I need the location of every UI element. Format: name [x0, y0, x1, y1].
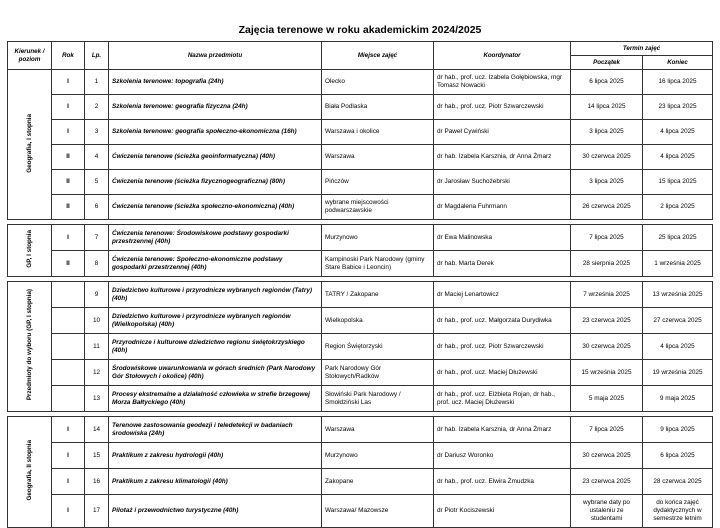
cell-miejsce: Pińczów: [322, 170, 434, 195]
cell-rok: I: [52, 443, 85, 469]
group-label: GP, I stopnia: [25, 230, 33, 268]
cell-poczatek: 3 lipca 2025: [571, 170, 643, 195]
group-label: Geografia, II stopnia: [25, 440, 33, 501]
header-lp: Lp.: [85, 42, 109, 70]
cell-koniec: 23 lipca 2025: [643, 95, 713, 120]
cell-rok: II: [52, 145, 85, 170]
cell-poczatek: 28 sierpnia 2025: [571, 251, 643, 277]
cell-miejsce: Warszawa/ Mazowsze: [322, 495, 434, 528]
cell-koniec: 25 lipca 2025: [643, 225, 713, 251]
cell-rok: [52, 334, 85, 360]
cell-koordynator: dr hab., prof. ucz. Elwira Żmudzka: [434, 469, 571, 495]
cell-rok: [52, 308, 85, 334]
table-body: [8, 70, 713, 528]
cell-koniec: 4 lipca 2025: [643, 145, 713, 170]
table-row: [8, 469, 713, 495]
cell-koniec: 2 lipca 2025: [643, 195, 713, 220]
document-title: Zajęcia terenowe w roku akademickim 2024/2025: [238, 24, 482, 36]
cell-koniec: 4 lipca 2025: [643, 120, 713, 145]
cell-koordynator: dr hab. Marta Derek: [434, 251, 571, 277]
cell-lp: 11: [85, 334, 109, 360]
cell-koordynator: dr hab. Izabela Karsznia, dr Anna Żmarz: [434, 145, 571, 170]
cell-koniec: do końca zajęć dydaktycznych w semestrze letnim: [643, 495, 713, 528]
cell-poczatek: 6 lipca 2025: [571, 70, 643, 95]
cell-lp: 13: [85, 386, 109, 412]
cell-lp: 7: [85, 225, 109, 251]
cell-koniec: 15 lipca 2025: [643, 170, 713, 195]
cell-poczatek: 23 czerwca 2025: [571, 308, 643, 334]
cell-poczatek: 30 czerwca 2025: [571, 145, 643, 170]
cell-rok: [52, 360, 85, 386]
table-row: [8, 417, 713, 443]
cell-koniec: 27 czerwca 2025: [643, 308, 713, 334]
cell-poczatek: 7 lipca 2025: [571, 225, 643, 251]
cell-koordynator: dr hab., prof. ucz. Elżbieta Rojan, dr hab., prof. ucz. Maciej Dłużewski: [434, 386, 571, 412]
cell-rok: I: [52, 417, 85, 443]
cell-poczatek: 15 września 2025: [571, 360, 643, 386]
cell-nazwa: Terenowe zastosowania geodezji i teledetekcji w badaniach środowiska (24h): [109, 417, 322, 443]
cell-nazwa: Praktikum z zakresu klimatologii (40h): [109, 469, 322, 495]
cell-poczatek: 23 czerwca 2025: [571, 469, 643, 495]
cell-rok: I: [52, 495, 85, 528]
cell-koordynator: dr Paweł Cywiński: [434, 120, 571, 145]
cell-nazwa: Praktikum z zakresu hydrologii (40h): [109, 443, 322, 469]
cell-rok: [52, 386, 85, 412]
table-row: [8, 443, 713, 469]
cell-lp: 3: [85, 120, 109, 145]
cell-koordynator: dr hab., prof. ucz. Izabela Gołębiowska, mgr Tomasz Nowacki: [434, 70, 571, 95]
cell-rok: I: [52, 120, 85, 145]
cell-lp: 6: [85, 195, 109, 220]
cell-koordynator: dr hab., prof. ucz. Piotr Szwarczewski: [434, 95, 571, 120]
cell-nazwa: Ćwiczenia terenowe (ścieżka społeczno-ekonomiczna) (40h): [109, 195, 322, 220]
cell-lp: 8: [85, 251, 109, 277]
cell-nazwa: Szkolenia terenowe: geografia społeczno-ekonomiczna (16h): [109, 120, 322, 145]
table-row: [8, 195, 713, 220]
cell-koordynator: dr hab. Izabela Karsznia, dr Anna Żmarz: [434, 417, 571, 443]
header-termin: Termin zajęć: [571, 42, 713, 56]
cell-koordynator: dr Maciej Lenartowicz: [434, 282, 571, 308]
cell-nazwa: Szkolenia terenowe: geografia fizyczna (24h): [109, 95, 322, 120]
cell-miejsce: Warszawa: [322, 417, 434, 443]
header-koniec: Koniec: [643, 56, 713, 70]
header-miejsce: Miejsce zajęć: [322, 42, 434, 70]
cell-nazwa: Procesy ekstremalne a działalność człowieka w strefie brzegowej Morza Bałtyckiego (40h): [109, 386, 322, 412]
cell-rok: I: [52, 95, 85, 120]
table-row: [8, 120, 713, 145]
cell-koniec: 4 lipca 2025: [643, 334, 713, 360]
header-koordynator: Koordynator: [434, 42, 571, 70]
cell-rok: II: [52, 170, 85, 195]
group-label-cell: [8, 282, 52, 412]
cell-lp: 14: [85, 417, 109, 443]
group-label: Przedmioty do wyboru (GP, I stopnia): [25, 289, 33, 401]
cell-koniec: 28 czerwca 2025: [643, 469, 713, 495]
group-label: Geografia, I stopnia: [25, 113, 33, 173]
header-kierunek: Kierunek / poziom: [8, 42, 52, 70]
cell-rok: [52, 282, 85, 308]
cell-poczatek: 26 czerwca 2025: [571, 195, 643, 220]
table-row: [8, 495, 713, 528]
table-row: [8, 95, 713, 120]
group-label-cell: [8, 417, 52, 528]
table-row: [8, 386, 713, 412]
cell-koniec: 13 września 2025: [643, 282, 713, 308]
cell-lp: 12: [85, 360, 109, 386]
group-label-cell: [8, 70, 52, 220]
cell-miejsce: Park Narodowy Gór Stołowych/Radków: [322, 360, 434, 386]
table-row: [8, 145, 713, 170]
table-row: [8, 170, 713, 195]
cell-poczatek: 7 września 2025: [571, 282, 643, 308]
table-header: [8, 42, 713, 70]
cell-miejsce: TATRY / Zakopane: [322, 282, 434, 308]
header-poczatek: Początek: [571, 56, 643, 70]
table-row: [8, 70, 713, 95]
cell-miejsce: Kampinoski Park Narodowy (gminy Stare Babice i Leoncin): [322, 251, 434, 277]
cell-poczatek: 14 lipca 2025: [571, 95, 643, 120]
cell-koniec: 6 lipca 2025: [643, 443, 713, 469]
cell-koniec: 16 lipca 2025: [643, 70, 713, 95]
cell-nazwa: Ćwiczenia terenowe: Środowiskowe podstawy gospodarki przestrzennej (40h): [109, 225, 322, 251]
group-label-cell: [8, 225, 52, 277]
cell-miejsce: Region Świętorzyski: [322, 334, 434, 360]
header-rok: Rok: [52, 42, 85, 70]
cell-lp: 10: [85, 308, 109, 334]
cell-koordynator: dr hab., prof. ucz. Maciej Dłużewski: [434, 360, 571, 386]
cell-poczatek: 5 maja 2025: [571, 386, 643, 412]
cell-koordynator: dr Dariusz Woronko: [434, 443, 571, 469]
cell-nazwa: Dziedzictwo kulturowe i przyrodnicze wybranych regionów (Wielkopolska) (40h): [109, 308, 322, 334]
cell-miejsce: Murzynowo: [322, 225, 434, 251]
cell-lp: 17: [85, 495, 109, 528]
cell-poczatek: wybrane daty po ustaleniu ze studentami: [571, 495, 643, 528]
cell-lp: 9: [85, 282, 109, 308]
cell-rok: II: [52, 251, 85, 277]
schedule-table: [7, 41, 713, 528]
cell-poczatek: 30 czerwca 2025: [571, 334, 643, 360]
cell-koordynator: dr Magdalena Fuhrmann: [434, 195, 571, 220]
cell-miejsce: Wielkopolska: [322, 308, 434, 334]
cell-koordynator: dr Ewa Malinowska: [434, 225, 571, 251]
cell-miejsce: Biała Podlaska: [322, 95, 434, 120]
cell-rok: I: [52, 469, 85, 495]
cell-nazwa: Środowiskowe uwarunkowania w górach średnich (Park Narodowy Gór Stołowych i okolice) (40h): [109, 360, 322, 386]
cell-miejsce: wybrane miejscowości podwarszawskie: [322, 195, 434, 220]
table-row: [8, 225, 713, 251]
cell-lp: 4: [85, 145, 109, 170]
cell-rok: II: [52, 195, 85, 220]
cell-nazwa: Ćwiczenia terenowe: Społeczno-ekonomiczne podstawy gospodarki przestrzennej (40h): [109, 251, 322, 277]
cell-miejsce: Zakopane: [322, 469, 434, 495]
cell-poczatek: 7 lipca 2025: [571, 417, 643, 443]
table-row: [8, 308, 713, 334]
cell-koordynator: dr hab., prof. ucz. Piotr Szwarczewski: [434, 334, 571, 360]
cell-nazwa: Szkolenia terenowe: topografia (24h): [109, 70, 322, 95]
cell-lp: 2: [85, 95, 109, 120]
header-nazwa: Nazwa przedmiotu: [109, 42, 322, 70]
table-row: [8, 251, 713, 277]
cell-poczatek: 3 lipca 2025: [571, 120, 643, 145]
cell-koordynator: dr hab., prof. ucz. Małgorzata Durydiwka: [434, 308, 571, 334]
cell-koniec: 1 września 2025: [643, 251, 713, 277]
cell-miejsce: Słowiński Park Narodowy / Smołdziński Las: [322, 386, 434, 412]
cell-miejsce: Warszawa i okolice: [322, 120, 434, 145]
cell-miejsce: Warszawa: [322, 145, 434, 170]
cell-nazwa: Ćwiczenia terenowe (ścieżka geoinformatyczna) (40h): [109, 145, 322, 170]
cell-poczatek: 30 czerwca 2025: [571, 443, 643, 469]
cell-nazwa: Dziedzictwo kulturowe i przyrodnicze wybranych regionów (Tatry) (40h): [109, 282, 322, 308]
cell-lp: 5: [85, 170, 109, 195]
table-row: [8, 360, 713, 386]
cell-lp: 16: [85, 469, 109, 495]
cell-nazwa: Pilotaż i przewodnictwo turystyczne (40h): [109, 495, 322, 528]
cell-lp: 15: [85, 443, 109, 469]
cell-koniec: 19 września 2025: [643, 360, 713, 386]
cell-koordynator: dr Jarosław Suchożebrski: [434, 170, 571, 195]
cell-nazwa: Ćwiczenia terenowe (ścieżka fizycznogeograficzna) (80h): [109, 170, 322, 195]
table-row: [8, 334, 713, 360]
cell-koniec: 9 lipca 2025: [643, 417, 713, 443]
cell-koniec: 9 maja 2025: [643, 386, 713, 412]
cell-rok: I: [52, 70, 85, 95]
cell-miejsce: Murzynowo: [322, 443, 434, 469]
cell-lp: 1: [85, 70, 109, 95]
cell-miejsce: Olecko: [322, 70, 434, 95]
cell-rok: I: [52, 225, 85, 251]
table-row: [8, 282, 713, 308]
cell-nazwa: Przyrodnicze i kulturowe dziedzictwo regionu świętokrzyskiego (40h): [109, 334, 322, 360]
cell-koordynator: dr Piotr Kociszewski: [434, 495, 571, 528]
